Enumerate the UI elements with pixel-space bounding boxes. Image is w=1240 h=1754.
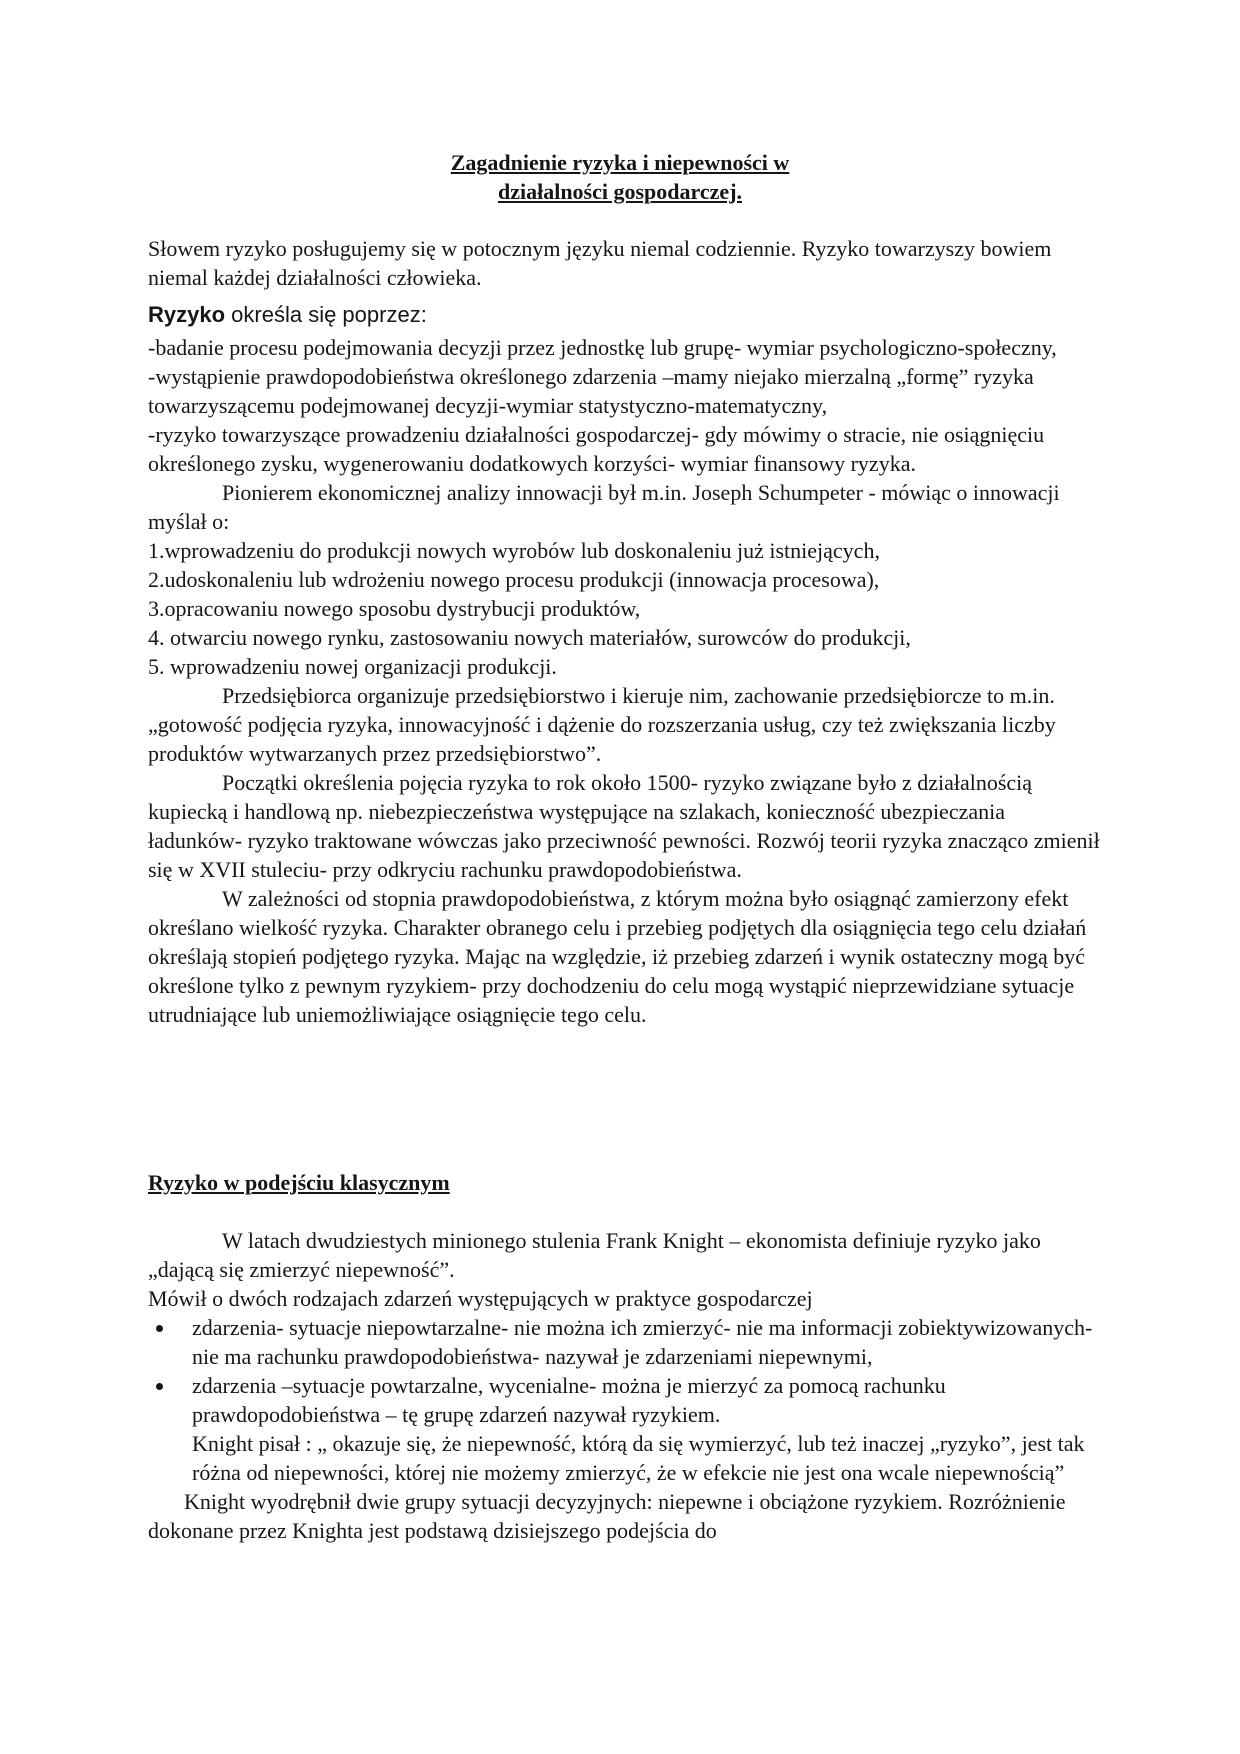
bullet-icon (156, 1325, 163, 1332)
events-list (148, 1313, 1100, 1429)
knight-quote-paragraph: Knight pisał : „ okazuje się, że niepewność, którą da się wymierzyć, lub też inaczej „ryzyko”, jest tak różna od niepewności, której nie możemy zmierzyć, że w efekcie nie jest ona wcale niepewnością” (192, 1431, 1085, 1485)
knight-intro-paragraph: W latach dwudziestych minionego stulenia Frank Knight – ekonomista definiuje ryzyko jako „dającą się zmierzyć niepewność”. (148, 1228, 1041, 1282)
main-body (148, 234, 1100, 1029)
knight-section (148, 1226, 1100, 1545)
list-item-text: zdarzenia- sytuacje niepowtarzalne- nie można ich zmierzyć- nie ma informacji zobiektywizowanych-nie ma rachunku prawdopodobieństwa- nazywał je zdarzeniami niepewnymi, (192, 1315, 1093, 1369)
innovation-item: 1.wprowadzeniu do produkcji nowych wyrobów lub doskonaleniu już istniejących, (148, 538, 880, 563)
entrepreneur-paragraph: Przedsiębiorca organizuje przedsiębiorstwo i kieruje nim, zachowanie przedsiębiorcze to m.in. „gotowość podjęcia ryzyka, innowacyjność i dążenie do rozszerzania usług, czy też zwiększania liczby produktów wytwarzanych przez przedsiębiorstwo”. (148, 683, 1056, 766)
title-line-2: działalności gospodarczej. (497, 179, 743, 204)
section-heading: Ryzyko w podejściu klasycznym (148, 1170, 450, 1195)
knight-events-intro: Mówił o dwóch rodzajach zdarzeń występujących w praktyce gospodarczej (148, 1286, 813, 1311)
knight-groups-paragraph: Knight wyodrębnił dwie grupy sytuacji decyzyjnych: niepewne i obciążone ryzykiem. Rozróżnienie dokonane przez Knighta jest podstawą dzisiejszego podejścia do (148, 1489, 1066, 1543)
list-item (148, 1371, 1100, 1429)
history-paragraph: Początki określenia pojęcia ryzyka to rok około 1500- ryzyko związane było z działalnością kupiecką i handlową np. niebezpieczeństwa występujące na szlakach, konieczność ubezpieczania ładunków- ryzyko traktowane wówczas jako przeciwność pewności. Rozwój teorii ryzyka znacząco zmienił się w XVII stuleciu- przy odkryciu rachunku prawdopodobieństwa. (148, 770, 1100, 882)
list-item-text: zdarzenia –sytuacje powtarzalne, wycenialne- można je mierzyć za pomocą rachunku prawdopodobieństwa – tę grupę zdarzeń nazywał ryzykiem. (192, 1373, 946, 1427)
schumpeter-paragraph: Pionierem ekonomicznej analizy innowacji był m.in. Joseph Schumpeter - mówiąc o innowacji myślał o: (148, 480, 1060, 534)
ryzyko-heading (148, 298, 1100, 332)
list-item (148, 1313, 1100, 1371)
innovation-item: 4. otwarciu nowego rynku, zastosowaniu nowych materiałów, surowców do produkcji, (148, 625, 911, 650)
document-title (0, 148, 1240, 206)
definition-item: -ryzyko towarzyszące prowadzeniu działalności gospodarczej- gdy mówimy o stracie, nie osiągnięciu określonego zysku, wygenerowaniu dodatkowych korzyści- wymiar finansowy ryzyka. (148, 422, 1045, 476)
innovation-item: 3.opracowaniu nowego sposobu dystrybucji produktów, (148, 596, 641, 621)
innovation-item: 5. wprowadzeniu nowej organizacji produkcji. (148, 654, 557, 679)
intro-paragraph: Słowem ryzyko posługujemy się w potocznym języku niemal codziennie. Ryzyko towarzyszy bowiem niemal każdej działalności człowieka. (148, 236, 1052, 290)
definition-item: -badanie procesu podejmowania decyzji przez jednostkę lub grupę- wymiar psychologiczno-społeczny, (148, 335, 1057, 360)
definition-item: -wystąpienie prawdopodobieństwa określonego zdarzenia –mamy niejako mierzalną „formę” ryzyka towarzyszącemu podejmowanej decyzji-wymiar statystyczno-matematyczny, (148, 364, 1034, 418)
ryzyko-heading-bold: Ryzyko (148, 302, 226, 327)
ryzyko-heading-rest: określa się poprzez: (225, 302, 427, 327)
title-line-1: Zagadnienie ryzyka i niepewności w (450, 150, 790, 175)
bullet-icon (156, 1383, 163, 1390)
innovation-item: 2.udoskonaleniu lub wdrożeniu nowego procesu produkcji (innowacja procesowa), (148, 567, 880, 592)
probability-paragraph: W zależności od stopnia prawdopodobieństwa, z którym można było osiągnąć zamierzony efekt określano wielkość ryzyka. Charakter obranego celu i przebieg podjętych dla osiągnięcia tego celu działań określają stopień podjętego ryzyka. Mając na względzie, iż przebieg zdarzeń i wynik ostateczny mogą być określone tylko z pewnym ryzykiem- przy dochodzeniu do celu mogą wystąpić nieprzewidziane sytuacje utrudniające lub uniemożliwiające osiągnięcie tego celu. (148, 886, 1087, 1027)
